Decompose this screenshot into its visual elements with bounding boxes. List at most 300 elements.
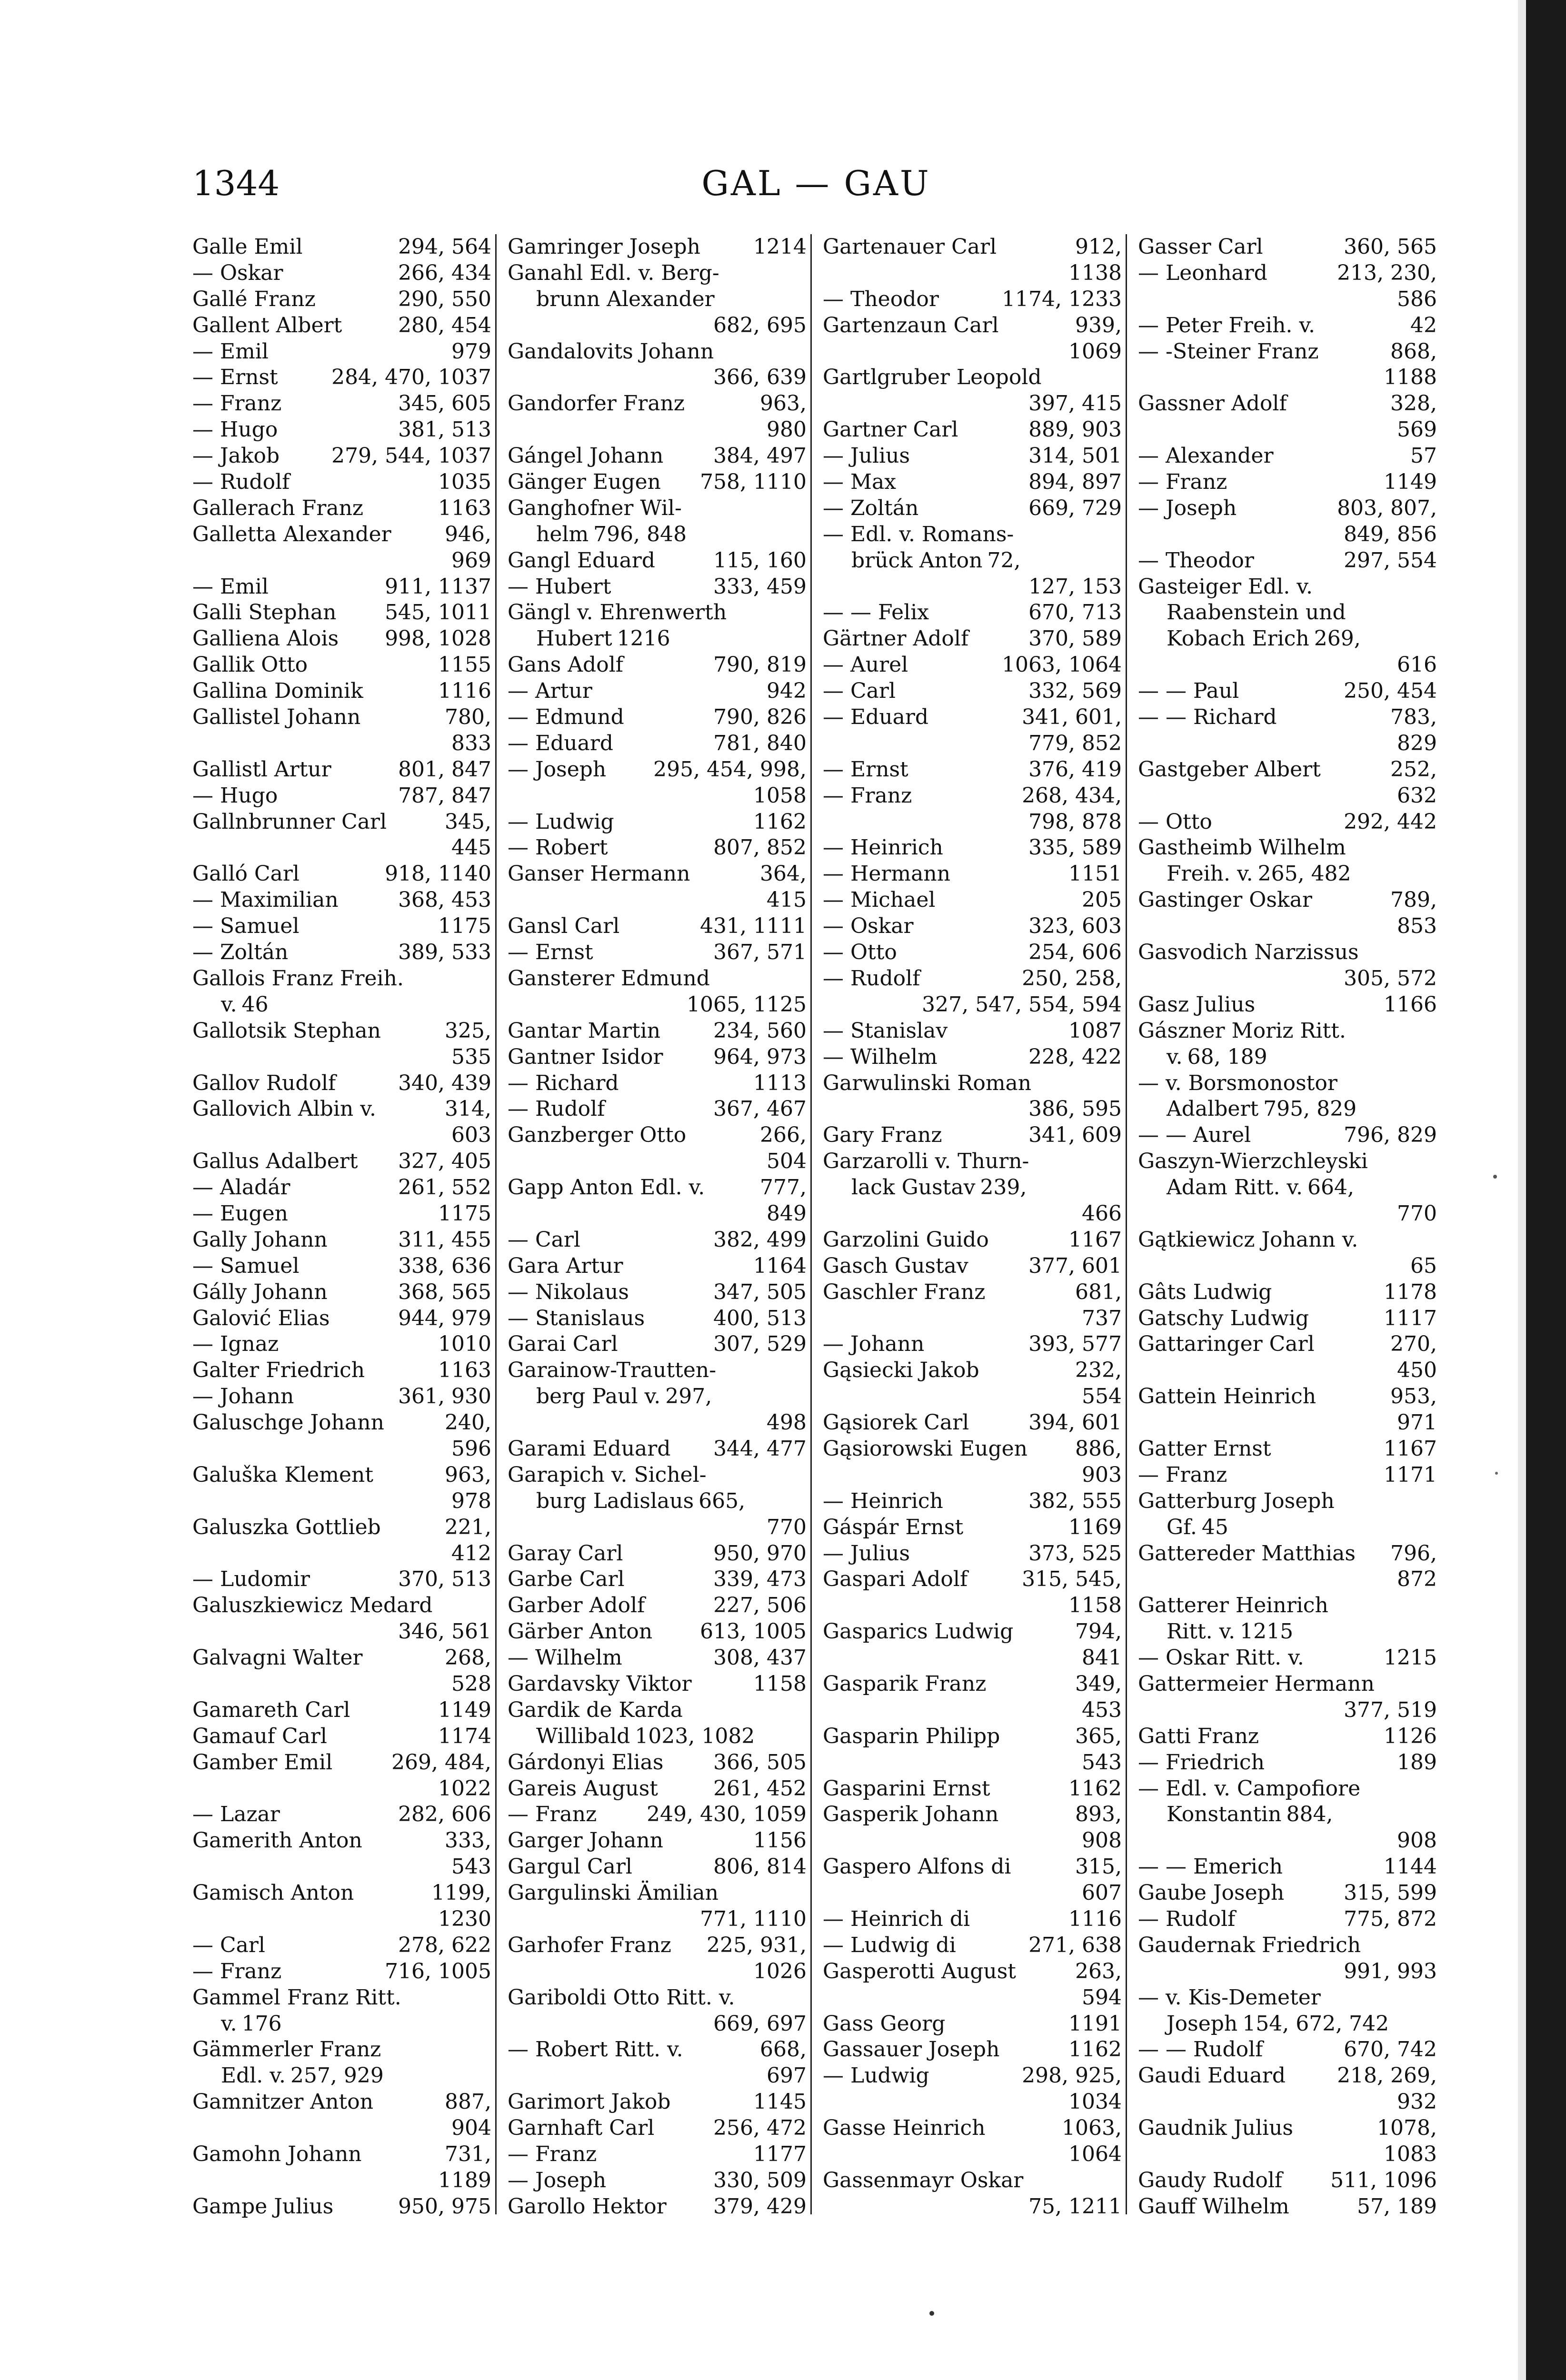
index-entry xyxy=(823,234,1122,260)
entry-pages: 377, 601 xyxy=(1028,1253,1122,1278)
index-entry xyxy=(823,783,1122,809)
entry-pages: 1116 xyxy=(1068,1907,1122,1931)
index-page-continuation xyxy=(823,1697,1122,1724)
entry-pages: 327, 405 xyxy=(398,1149,491,1174)
entry-pages: 697 xyxy=(767,2063,807,2088)
entry-pages xyxy=(1117,2168,1122,2194)
entry-name: Gapp Anton Edl. v. xyxy=(508,1175,705,1200)
entry-pages: 803, 807, xyxy=(1337,496,1437,520)
index-name-continuation xyxy=(1138,2011,1437,2037)
entry-name: Gans Adolf xyxy=(508,653,624,677)
entry-name: Gämmerler Franz xyxy=(192,2037,381,2062)
index-entry xyxy=(192,2089,491,2115)
entry-pages: 1174, 1233 xyxy=(1002,287,1122,311)
index-entry xyxy=(192,1724,491,1750)
index-entry xyxy=(192,2037,491,2063)
index-entry xyxy=(192,1227,491,1253)
entry-name: Gasperotti August xyxy=(823,1959,1016,1983)
entry-name: lack Gustav xyxy=(851,1175,976,1200)
index-name-continuation xyxy=(1138,1175,1437,1201)
entry-pages: 249, 430, 1059 xyxy=(647,1802,807,1827)
entry-name: Gallistel Johann xyxy=(192,705,361,730)
index-entry xyxy=(1138,443,1437,469)
index-page-continuation xyxy=(192,835,491,861)
entry-pages: 1167 xyxy=(1384,1436,1437,1461)
entry-pages: 775, 872 xyxy=(1344,1907,1437,1931)
entry-pages: 1149 xyxy=(438,1697,491,1722)
index-entry xyxy=(823,2011,1122,2037)
entry-name: Gattereder Matthias xyxy=(1138,1541,1356,1566)
index-page-continuation xyxy=(823,1462,1122,1488)
entry-name: — Max xyxy=(823,470,897,495)
index-entry xyxy=(508,2194,807,2220)
entry-name: Gamringer Joseph xyxy=(508,235,701,259)
index-name-continuation xyxy=(508,626,807,652)
entry-pages xyxy=(802,1880,807,1906)
index-entry xyxy=(508,1645,807,1671)
entry-pages: 991, 993 xyxy=(1344,1959,1437,1983)
entry-pages: 115, 160 xyxy=(713,548,807,573)
entry-pages xyxy=(1432,1776,1437,1802)
index-entry xyxy=(823,1724,1122,1750)
entry-name: Gallerach Franz xyxy=(192,496,364,520)
index-entry xyxy=(192,443,491,469)
index-page-continuation xyxy=(1138,652,1437,678)
entry-pages: 682, 695 xyxy=(713,313,807,337)
entry-pages: 795, 829 xyxy=(1263,1097,1357,1121)
entry-pages: 381, 513 xyxy=(398,417,491,442)
index-column-1 xyxy=(192,234,491,2219)
entry-name: — Aladár xyxy=(192,1175,290,1200)
entry-pages: 234, 560 xyxy=(713,1018,807,1043)
index-entry xyxy=(508,2089,807,2115)
entry-name: — Alexander xyxy=(1138,444,1274,468)
index-entry xyxy=(823,2115,1122,2142)
entry-pages: 218, 269, xyxy=(1337,2063,1437,2088)
entry-name: — Franz xyxy=(1138,470,1227,495)
entry-pages: 853 xyxy=(1397,914,1437,939)
entry-name: Gallé Franz xyxy=(192,287,316,311)
entry-pages: 912, xyxy=(1075,235,1122,259)
entry-name: — Heinrich xyxy=(823,835,943,860)
index-entry xyxy=(823,887,1122,913)
index-page-continuation xyxy=(508,365,807,391)
entry-name: — — Rudolf xyxy=(1138,2037,1263,2062)
index-entry xyxy=(823,1018,1122,1044)
entry-pages: 1035 xyxy=(438,470,491,495)
entry-name: Gartlgruber Leopold xyxy=(823,365,1042,390)
entry-name: Kobach Erich xyxy=(1167,626,1309,651)
entry-name: — Samuel xyxy=(192,914,299,939)
index-page-continuation xyxy=(508,992,807,1018)
entry-pages: 367, 467 xyxy=(713,1097,807,1121)
entry-pages: 1064 xyxy=(1068,2142,1122,2167)
index-page-continuation xyxy=(192,1671,491,1697)
index-entry xyxy=(1138,757,1437,783)
entry-pages: 360, 565 xyxy=(1344,235,1437,259)
index-entry xyxy=(508,2142,807,2168)
index-column-3 xyxy=(823,234,1122,2219)
entry-pages: 292, 442 xyxy=(1344,809,1437,834)
entry-pages: 528 xyxy=(451,1671,491,1696)
index-page-continuation xyxy=(823,1985,1122,2011)
entry-pages: 46 xyxy=(241,992,269,1017)
index-entry xyxy=(823,365,1122,391)
index-entry xyxy=(192,1697,491,1724)
entry-pages: 944, 979 xyxy=(398,1306,491,1330)
index-entry xyxy=(508,1567,807,1593)
entry-pages: 794, xyxy=(1075,1619,1122,1644)
entry-pages: 664, xyxy=(1307,1175,1355,1200)
entry-pages: 586 xyxy=(1397,287,1437,311)
entry-pages: 1162 xyxy=(753,809,807,834)
entry-pages: 344, 477 xyxy=(713,1436,807,1461)
entry-pages xyxy=(1432,1488,1437,1515)
entry-pages: 511, 1096 xyxy=(1330,2168,1437,2192)
entry-pages: 681, xyxy=(1075,1279,1122,1304)
index-entry xyxy=(508,2115,807,2142)
index-entry xyxy=(508,496,807,522)
index-entry xyxy=(192,1828,491,1854)
entry-pages: 284, 470, 1037 xyxy=(331,365,491,390)
index-page-continuation xyxy=(508,313,807,339)
index-entry xyxy=(508,1593,807,1619)
entry-pages: 731, xyxy=(445,2142,491,2167)
index-entry xyxy=(508,1071,807,1097)
entry-name: — Franz xyxy=(192,1959,282,1983)
entry-pages: 980 xyxy=(767,417,807,442)
entry-name: Gardavsky Viktor xyxy=(508,1671,692,1696)
entry-pages: 382, 555 xyxy=(1028,1488,1122,1513)
entry-name: — Nikolaus xyxy=(508,1279,629,1304)
index-entry xyxy=(508,1306,807,1332)
entry-pages: 377, 519 xyxy=(1344,1697,1437,1722)
index-entry xyxy=(1138,1122,1437,1149)
entry-name: Gartenzaun Carl xyxy=(823,313,999,337)
index-entry xyxy=(192,652,491,678)
entry-pages: 239, xyxy=(980,1175,1027,1200)
entry-name: — Ludomir xyxy=(192,1567,310,1592)
entry-name: — Rudolf xyxy=(823,966,920,991)
index-page-continuation xyxy=(1138,1253,1437,1279)
entry-name: Gassner Adolf xyxy=(1138,391,1287,416)
entry-name: Galló Carl xyxy=(192,862,300,886)
entry-name: — Stanislaus xyxy=(508,1306,645,1330)
entry-pages: 908 xyxy=(1397,1828,1437,1853)
entry-name: helm xyxy=(536,522,589,546)
index-name-continuation xyxy=(192,992,491,1018)
entry-name: — Hugo xyxy=(192,783,278,808)
index-entry xyxy=(192,260,491,287)
entry-pages: 939, xyxy=(1075,313,1122,337)
entry-pages: 323, 603 xyxy=(1028,914,1122,939)
index-page-continuation xyxy=(823,1384,1122,1410)
entry-name: — — Paul xyxy=(1138,679,1239,704)
index-entry xyxy=(823,1933,1122,1959)
entry-pages: 998, 1028 xyxy=(385,626,491,651)
entry-name: brunn Alexander xyxy=(536,287,715,311)
entry-name: — Rudolf xyxy=(508,1097,605,1121)
index-entry xyxy=(1138,835,1437,861)
entry-pages: 796, 829 xyxy=(1344,1123,1437,1148)
entry-pages: 1065, 1125 xyxy=(687,992,807,1017)
index-entry xyxy=(192,1933,491,1959)
entry-name: Ganser Hermann xyxy=(508,862,690,886)
entry-pages: 268, 434, xyxy=(1022,783,1122,808)
entry-name: Gamohn Johann xyxy=(192,2142,362,2167)
index-entry xyxy=(192,1096,491,1122)
entry-pages: 250, 258, xyxy=(1022,966,1122,991)
entry-pages: 1178 xyxy=(1384,1279,1437,1304)
scan-speck xyxy=(1493,1175,1497,1179)
entry-name: Gasse Heinrich xyxy=(823,2116,986,2141)
entry-pages: 777, xyxy=(760,1175,807,1200)
entry-pages: 297, 554 xyxy=(1344,548,1437,573)
entry-name: berg Paul v. xyxy=(536,1384,661,1409)
entry-pages: 266, xyxy=(760,1123,807,1148)
entry-pages: 596 xyxy=(451,1436,491,1461)
index-page-continuation xyxy=(1138,731,1437,757)
entry-name: Gaspero Alfons di xyxy=(823,1854,1011,1879)
index-entry xyxy=(192,574,491,600)
entry-pages xyxy=(1346,600,1351,626)
index-entry xyxy=(1138,1906,1437,1933)
entry-pages: 338, 636 xyxy=(398,1253,491,1278)
entry-pages: 333, 459 xyxy=(713,574,807,599)
entry-pages: 569 xyxy=(1397,417,1437,442)
entry-pages: 315, 599 xyxy=(1344,1881,1437,1905)
index-page-continuation xyxy=(508,783,807,809)
entry-name: — Rudolf xyxy=(192,470,290,495)
index-page-continuation xyxy=(823,1645,1122,1671)
index-entry xyxy=(823,1331,1122,1358)
entry-name: Gassauer Joseph xyxy=(823,2037,1000,2062)
index-entry xyxy=(1138,992,1437,1018)
index-entry xyxy=(192,913,491,940)
index-page-continuation xyxy=(192,548,491,574)
entry-name: Garollo Hektor xyxy=(508,2194,667,2219)
index-entry xyxy=(192,1985,491,2011)
entry-name: — Ernst xyxy=(508,940,593,965)
index-entry xyxy=(192,1567,491,1593)
index-entry xyxy=(192,1384,491,1410)
entry-pages: 290, 550 xyxy=(398,287,491,311)
entry-name: — Oskar xyxy=(823,914,914,939)
entry-name: Garnhaft Carl xyxy=(508,2116,655,2141)
entry-pages: 256, 472 xyxy=(713,2116,807,2141)
entry-pages: 127, 153 xyxy=(1028,574,1122,599)
entry-name: Gallov Rudolf xyxy=(192,1071,336,1095)
entry-name: Garay Carl xyxy=(508,1541,623,1566)
entry-name: Garapich v. Sichel- xyxy=(508,1462,707,1487)
entry-name: Gatti Franz xyxy=(1138,1724,1259,1748)
entry-name: Galliena Alois xyxy=(192,626,339,651)
entry-pages: 796, xyxy=(1390,1541,1437,1566)
index-entry xyxy=(823,1436,1122,1462)
entry-pages xyxy=(802,966,807,992)
entry-name: Gallovich Albin v. xyxy=(192,1097,376,1121)
index-entry xyxy=(508,940,807,966)
index-page-continuation xyxy=(823,1306,1122,1332)
entry-name: Ganzberger Otto xyxy=(508,1123,687,1148)
index-page-continuation xyxy=(192,1122,491,1149)
entry-name: Gâts Ludwig xyxy=(1138,1279,1272,1304)
entry-pages: 665, xyxy=(698,1488,746,1513)
entry-name: Gärber Anton xyxy=(508,1619,653,1644)
entry-pages: 770 xyxy=(1397,1201,1437,1226)
entry-pages: 946, xyxy=(445,522,491,546)
index-entry xyxy=(823,1567,1122,1593)
entry-pages: 450 xyxy=(1397,1358,1437,1383)
index-page-continuation xyxy=(823,1201,1122,1227)
entry-name: Gampe Julius xyxy=(192,2194,334,2219)
entry-name: — Eduard xyxy=(823,705,929,730)
index-entry xyxy=(192,1410,491,1436)
entry-name: Edl. v. xyxy=(221,2063,286,2088)
index-column-4 xyxy=(1138,234,1437,2219)
index-page-continuation xyxy=(192,1044,491,1071)
index-entry xyxy=(508,443,807,469)
entry-name: Gansl Carl xyxy=(508,914,620,939)
index-entry xyxy=(823,1149,1122,1175)
entry-pages xyxy=(1117,522,1122,548)
entry-pages: 389, 533 xyxy=(398,940,491,965)
entry-pages xyxy=(1432,1149,1437,1175)
entry-pages: 1034 xyxy=(1068,2090,1122,2114)
entry-name: Gasparics Ludwig xyxy=(823,1619,1014,1644)
index-entry xyxy=(192,339,491,365)
index-entry xyxy=(1138,1149,1437,1175)
index-entry xyxy=(192,313,491,339)
entry-pages: 68, 189 xyxy=(1187,1044,1267,1069)
index-page-continuation xyxy=(823,731,1122,757)
entry-pages: 65 xyxy=(1410,1253,1437,1278)
entry-name: Gasteiger Edl. v. xyxy=(1138,574,1313,599)
index-entry xyxy=(508,1671,807,1697)
entry-pages: 394, 601 xyxy=(1028,1410,1122,1435)
entry-pages: 367, 571 xyxy=(713,940,807,965)
index-entry xyxy=(1138,496,1437,522)
index-entry xyxy=(823,1279,1122,1306)
index-entry xyxy=(508,574,807,600)
entry-pages: 841 xyxy=(1082,1646,1122,1670)
entry-pages: 294, 564 xyxy=(398,235,491,259)
entry-pages: 979 xyxy=(451,339,491,364)
entry-pages: 361, 930 xyxy=(398,1384,491,1409)
entry-pages: 393, 577 xyxy=(1028,1332,1122,1357)
entry-pages: 1149 xyxy=(1384,470,1437,495)
index-entry xyxy=(823,1541,1122,1567)
entry-pages: 213, 230, xyxy=(1337,260,1437,285)
entry-name: Gargulinski Ämilian xyxy=(508,1881,718,1905)
entry-pages: 368, 453 xyxy=(398,888,491,912)
index-entry xyxy=(508,1462,807,1488)
index-entry xyxy=(192,1071,491,1097)
index-entry xyxy=(508,913,807,940)
index-page-continuation xyxy=(1138,522,1437,548)
index-entry xyxy=(1138,339,1437,365)
index-entry xyxy=(823,835,1122,861)
entry-name: — Joseph xyxy=(508,2168,607,2192)
index-entry xyxy=(192,678,491,704)
entry-name: — Heinrich di xyxy=(823,1907,970,1931)
entry-name: — Wilhelm xyxy=(508,1646,622,1670)
index-page-continuation xyxy=(1138,2142,1437,2168)
entry-name: Gandalovits Johann xyxy=(508,339,714,364)
index-page-continuation xyxy=(192,1436,491,1462)
index-page-continuation xyxy=(823,574,1122,600)
index-entry xyxy=(192,600,491,626)
entry-pages: 315, xyxy=(1075,1854,1122,1879)
entry-pages: 670, 713 xyxy=(1028,600,1122,625)
entry-name: Gászner Moriz Ritt. xyxy=(1138,1018,1346,1043)
entry-pages: 1175 xyxy=(438,914,491,939)
entry-pages: 1163 xyxy=(438,1358,491,1383)
entry-pages xyxy=(802,600,807,626)
entry-name: Gángel Johann xyxy=(508,444,664,468)
entry-name: Gantner Isidor xyxy=(508,1044,663,1069)
entry-pages: 894, 897 xyxy=(1028,470,1122,495)
entry-name: Gasparini Ernst xyxy=(823,1776,990,1801)
entry-name: v. xyxy=(221,2011,237,2036)
index-entry xyxy=(823,1906,1122,1933)
entry-name: Gamareth Carl xyxy=(192,1697,350,1722)
index-entry xyxy=(508,1018,807,1044)
entry-name: Gammel Franz Ritt. xyxy=(192,1985,401,2010)
entry-pages: 227, 506 xyxy=(713,1593,807,1618)
index-entry xyxy=(1138,574,1437,600)
index-entry xyxy=(1138,1541,1437,1567)
entry-pages: 308, 437 xyxy=(713,1646,807,1670)
index-page-continuation xyxy=(508,1410,807,1436)
entry-pages: 268, xyxy=(445,1646,491,1670)
index-entry xyxy=(508,548,807,574)
entry-name: Gasparin Philipp xyxy=(823,1724,1000,1748)
entry-name: — Joseph xyxy=(1138,496,1237,520)
entry-pages xyxy=(1432,1227,1437,1253)
column-rule xyxy=(810,234,812,2214)
index-entry xyxy=(192,704,491,731)
entry-pages xyxy=(802,339,807,365)
entry-pages: 315, 545, xyxy=(1022,1567,1122,1592)
entry-pages: 616 xyxy=(1397,653,1437,677)
index-entry xyxy=(192,1462,491,1488)
index-entry xyxy=(1138,1724,1437,1750)
index-entry xyxy=(192,861,491,887)
entry-name: — Hugo xyxy=(192,417,278,442)
entry-pages: 807, 852 xyxy=(713,835,807,860)
index-page-continuation xyxy=(823,992,1122,1018)
entry-pages: 370, 513 xyxy=(398,1567,491,1592)
entry-pages: 364, xyxy=(760,862,807,886)
entry-pages: 297, xyxy=(665,1384,712,1409)
entry-pages: 1010 xyxy=(438,1332,491,1357)
entry-pages: 535 xyxy=(451,1044,491,1069)
entry-pages: 1230 xyxy=(438,1907,491,1931)
index-page-continuation xyxy=(508,887,807,913)
entry-name: — Julius xyxy=(823,444,910,468)
page-header xyxy=(192,157,1440,209)
entry-pages: 379, 429 xyxy=(713,2194,807,2219)
index-entry xyxy=(1138,1227,1437,1253)
entry-name: — Hubert xyxy=(508,574,611,599)
index-entry xyxy=(508,1096,807,1122)
entry-name: Gallik Otto xyxy=(192,653,308,677)
entry-pages: 964, 973 xyxy=(713,1044,807,1069)
index-entry xyxy=(823,2037,1122,2063)
entry-pages: 1215 xyxy=(1240,1619,1294,1644)
entry-pages: 1164 xyxy=(753,1253,807,1278)
